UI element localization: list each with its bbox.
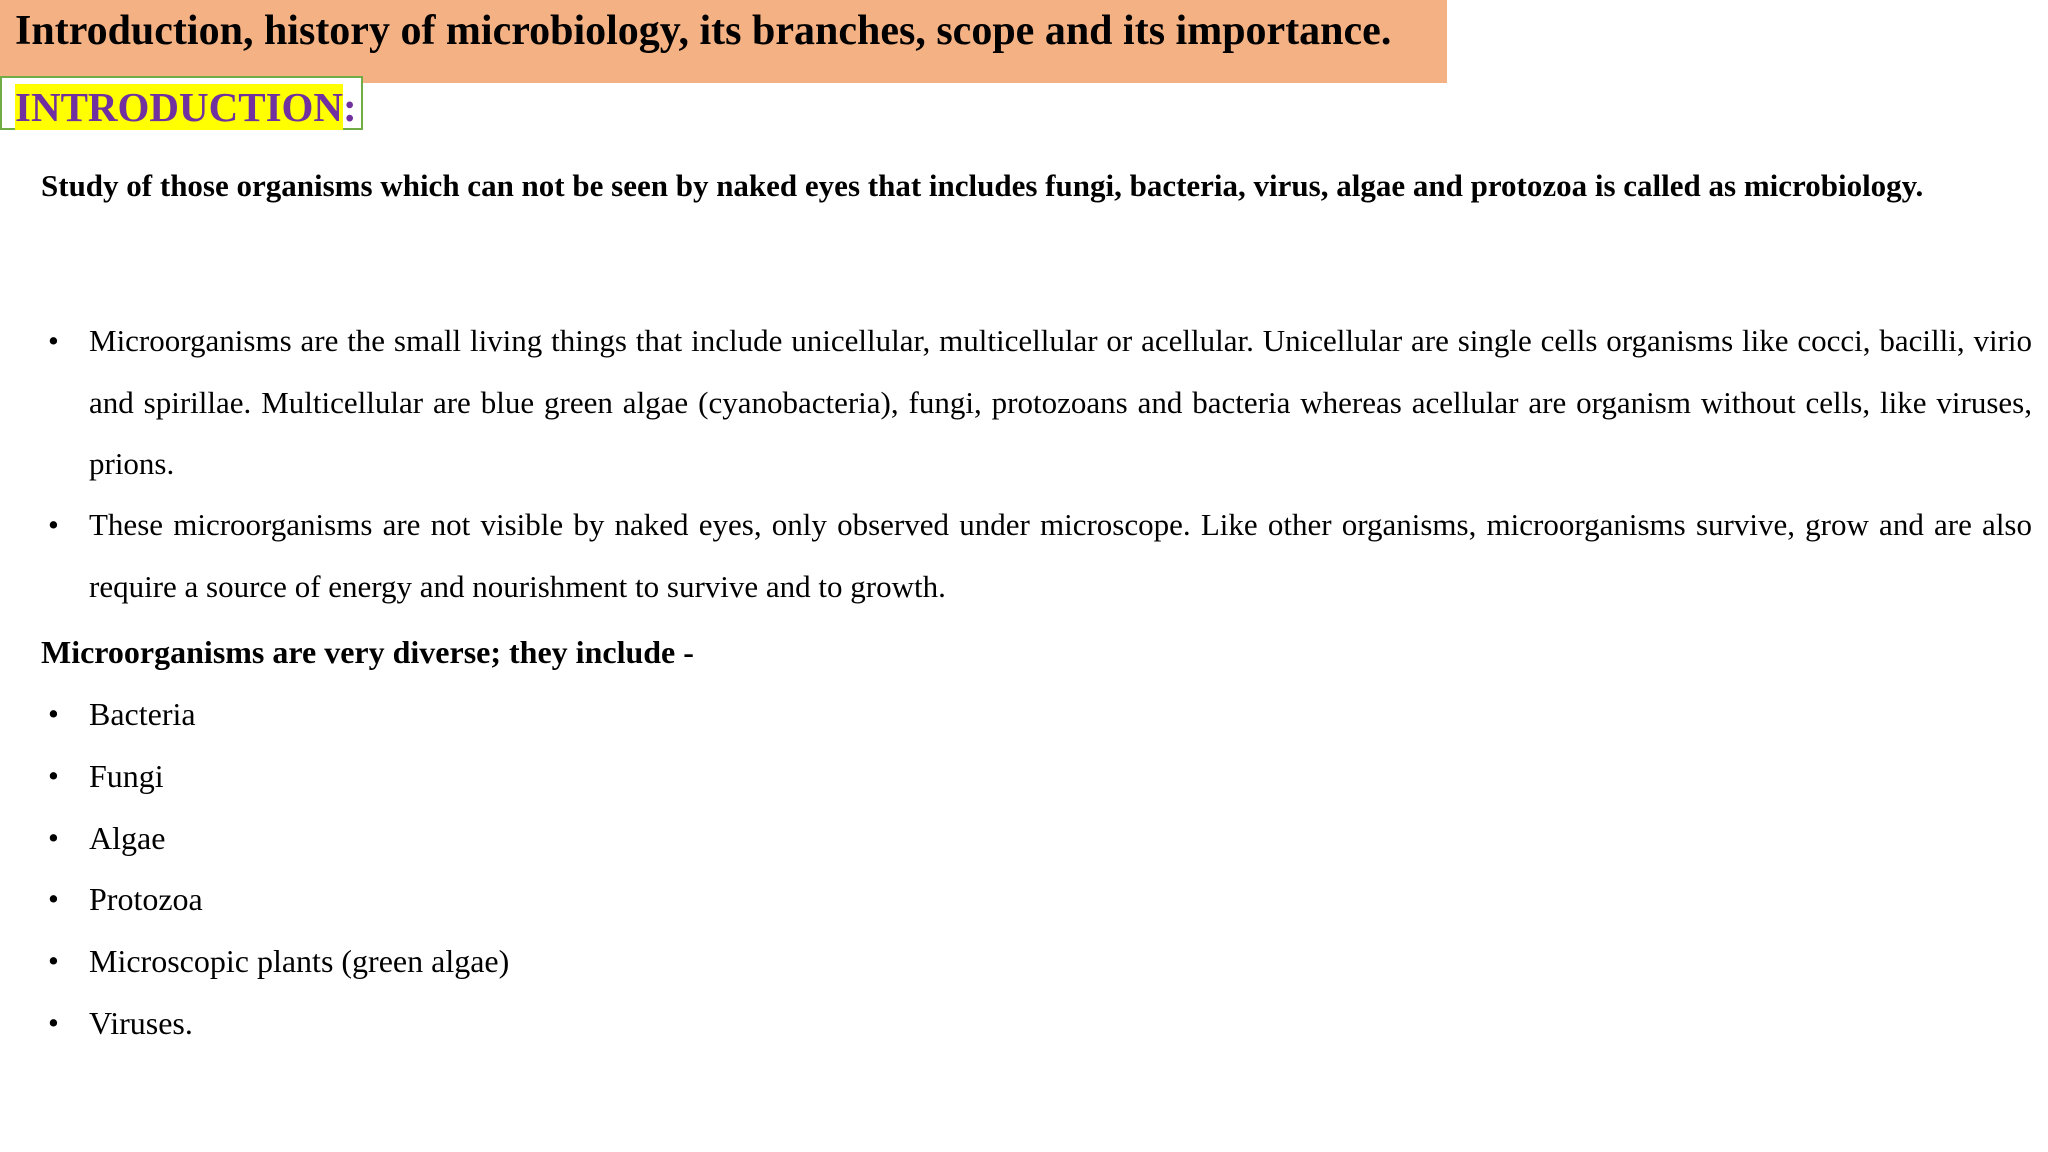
list-item [0,694,800,744]
section-heading-colon: : [343,84,357,130]
bullet-icon: • [48,758,59,793]
bullet-paragraph: These microorganisms are not visible by naked eyes, only observed under microscope. Like other organisms, microorganisms survive, grow and are also require a source of energy and nourishment to survive and to growth. [89,507,2032,604]
bullet-icon: • [48,696,59,731]
diversity-subheading: Microorganisms are very diverse; they include - [41,634,694,670]
slide-title: Introduction, history of microbiology, its branches, scope and its importance. [15,8,1392,54]
list-item-label: Fungi [89,758,164,794]
bullet-paragraph: Microorganisms are the small living things that include unicellular, multicellular or acellular. Unicellular are single cells organisms like cocci, bacilli, virio and spirillae. Multicellular are blue green algae (cyanobacteria), fungi, protozoans and bacteria whereas acellular are organism without cells, like viruses, prions. [89,323,2032,481]
bullet-icon: • [48,881,59,916]
title-banner [0,0,1447,83]
definition-paragraph: Study of those organisms which can not be seen by naked eyes that includes fungi, bacteria, virus, algae and protozoa is called as microbiology. [41,168,1924,203]
bullet-icon: • [48,820,59,855]
list-item [0,941,800,991]
bullet-icon: • [48,1005,59,1040]
bullet-icon: • [48,507,59,542]
list-item-label: Bacteria [89,696,196,732]
list-item [0,879,800,929]
section-heading-box [0,76,363,130]
section-heading [15,85,357,129]
list-item-label: Algae [89,820,166,856]
bullet-icon: • [48,323,59,358]
list-item-label: Protozoa [89,881,203,917]
list-item [0,756,800,806]
list-item [0,1003,800,1053]
list-item-label: Viruses. [89,1005,193,1041]
bullet-icon: • [48,943,59,978]
list-item [0,818,800,868]
section-heading-text: INTRODUCTION [15,84,344,130]
list-item-label: Microscopic plants (green algae) [89,943,510,979]
